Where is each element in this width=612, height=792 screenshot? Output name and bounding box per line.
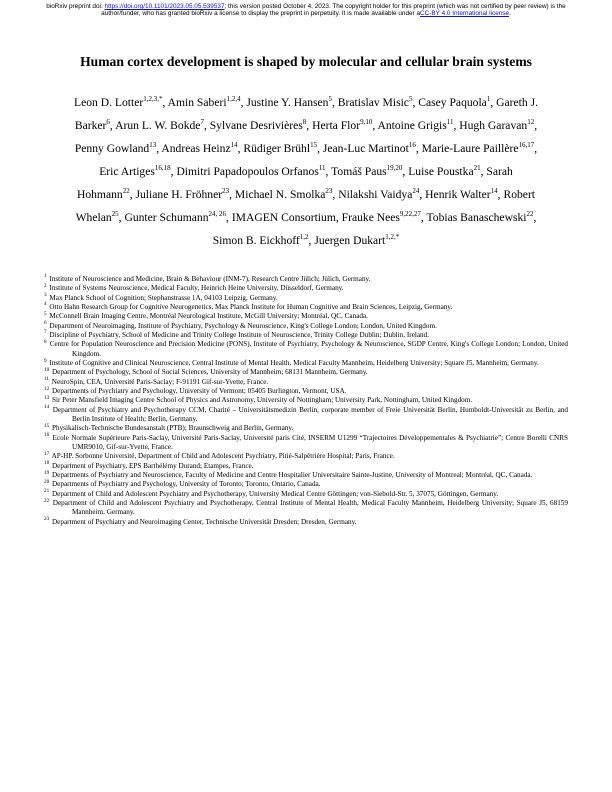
- affiliation-number: 19: [44, 469, 50, 476]
- author-name: Nilakshi Vaidya: [338, 187, 413, 201]
- affiliation-number: 14: [44, 404, 50, 411]
- author-affiliation-superscript: 16,18: [154, 163, 171, 172]
- author-affiliation-superscript: 21: [473, 163, 481, 172]
- author-affiliation-superscript: 13: [149, 140, 157, 149]
- affiliation-item: $^1$ Institute of Neuroscience and Medicine, Brain & Behaviour (INM-7), Research Centre Jülich; Jülich, Germany.: [44, 273, 371, 283]
- affiliation-item: $^5$ McConnell Brain Imaging Centre, Montréal Neurological Institute, McGill University; Montréal, QC, Canada.: [44, 310, 368, 321]
- author-name: Gunter Schumann: [124, 210, 209, 224]
- author-name: Dimitri Papadopoulos Orfanos: [176, 164, 319, 178]
- affiliation-number: 8: [44, 338, 47, 345]
- preprint-link[interactable]: CC-BY 4.0 International license: [420, 10, 510, 18]
- affiliation-item: $^{22}$ Department of Child and Adolescent Psychiatry and Psychotherapy, Central Institute of Mental Health, Medical Faculty Mannheim, Heidelberg University; Square J5, 68159 Mannheim, Germany.: [44, 497, 568, 517]
- affiliation-item: $^{11}$ NeuroSpin, CEA, Université Paris-Saclay; F-91191 Gif-sur-Yvette, France.: [44, 376, 269, 386]
- affiliation-item: $^{23}$ Department of Psychiatry and Neuroimaging Center, Technische Universität Dresden; Dresden, Germany.: [44, 516, 357, 526]
- preprint-link[interactable]: https://doi.org/10.1101/2023.05.05.539537: [104, 3, 225, 10]
- affiliation-item: $^7$ Discipline of Psychiatry, School of Medicine and Trinity College Institute of Neuroscience, Trinity College Dublin; Dublin, Ireland.: [44, 329, 430, 339]
- author-name: Amin Saberi: [167, 95, 227, 109]
- author-name: Simon B. Eickhoff: [212, 233, 300, 247]
- preprint-notice-text: ; this version posted October 4, 2023. The copyright holder for this preprint (which was not certified by peer review) is the author/funder, who has granted bioRxiv a license to display the preprint in perpetuity. It is made available under a: [101, 3, 566, 18]
- author-affiliation-superscript: 7: [200, 117, 204, 126]
- affiliation-item: $^{17}$ AP-HP. Sorbonne Université, Department of Child and Adolescent Psychiatry, Pitié-Salpêtrière Hospital; Paris, France.: [44, 450, 395, 461]
- affiliation-number: 23: [44, 516, 50, 523]
- author-affiliation-superscript: 15: [310, 140, 318, 149]
- affiliation-number: 9: [44, 357, 47, 364]
- affiliation-item: $^8$ Centre for Population Neuroscience and Precision Medicine (PONS), Institute of Psychiatry, Psychology & Neuroscience, SGDP Centre, King's College London; London, United Kingdom.: [44, 338, 568, 358]
- affiliation-item: $^{10}$ Department of Psychology, School of Social Sciences, University of Mannheim; 68131 Mannheim, Germany.: [44, 366, 368, 377]
- preprint-notice-text: .: [509, 10, 511, 18]
- author-name: Casey Paquola: [418, 95, 487, 109]
- affiliation-number: 22: [44, 497, 50, 504]
- affiliation-item: $^{19}$ Departments of Psychiatry and Neuroscience, Faculty of Medicine and Centre Hospitalier Universitaire Sainte-Justine, University of Montreal; Montréal, QC, Canada.: [44, 469, 533, 480]
- author-affiliation-superscript: 12: [527, 117, 535, 126]
- author-affiliation-superscript: 16,17: [518, 140, 535, 149]
- author-affiliation-superscript: 19,20: [386, 163, 403, 172]
- author-affiliation-superscript: 5: [408, 94, 413, 103]
- author-affiliation-superscript: 9,22,27: [399, 209, 421, 218]
- author-affiliation-superscript: 8: [302, 117, 307, 126]
- affiliation-number: 16: [44, 432, 50, 439]
- author-name: Andreas Heinz: [161, 141, 231, 155]
- affiliation-number: 21: [44, 488, 50, 495]
- preprint-notice-text: bioRxiv preprint doi:: [46, 3, 105, 10]
- affiliation-item: $^{12}$ Departments of Psychiatry and Psychology, University of Vermont; 05405 Burlington, Vermont, USA.: [44, 385, 347, 395]
- author-affiliation-superscript: 24, 26: [208, 209, 227, 218]
- author-name: Rüdiger Brühl: [243, 141, 311, 155]
- affiliation-item: $^{20}$ Departments of Psychiatry and Psychology, University of Toronto; Toronto, Ontario, Canada.: [44, 478, 321, 489]
- affiliation-item: $^9$ Institute of Cognitive and Clinical Neuroscience, Central Institute of Mental Health, Medical Faculty Mannheim, Heidelberg University; Square J5, Mannheim, Germany.: [44, 357, 539, 367]
- affiliation-list: [44, 275, 568, 527]
- affiliation-number: 12: [44, 385, 50, 392]
- author-affiliation-superscript: 6: [106, 117, 110, 126]
- affiliation-number: 17: [44, 450, 50, 457]
- author-name: Antoine Grigis: [377, 118, 447, 132]
- author-name: Luise Poustka: [408, 164, 474, 178]
- affiliation-item: $^{16}$ Ecole Normale Supérieure Paris-Saclay, Université Paris-Saclay, Université paris Cité, INSERM U1299 “Trajectoires Développementales & Psychiatrie”; Centre Borelli CNRS UMR9010, Gif-sur-Yvette, France.: [44, 432, 568, 451]
- author-affiliation-superscript: 22: [122, 186, 130, 195]
- affiliation-item: $^3$ Max Planck School of Cognition; Stephanstrasse 1A, 04103 Leipzig, Germany.: [44, 292, 278, 302]
- author-affiliation-superscript: 23: [222, 186, 230, 195]
- author-name: Bratislav Misic: [337, 95, 409, 109]
- author-name: Juergen Dukart: [314, 233, 386, 247]
- author-name: Justine Y. Hansen: [246, 95, 329, 109]
- author-affiliation-superscript: 14: [230, 140, 238, 149]
- author-name: Marie-Laure Paillère: [421, 141, 519, 155]
- author-affiliation-superscript: 1: [486, 94, 491, 103]
- author-name: IMAGEN Consortium: [231, 210, 336, 224]
- biorxiv-preprint-notice: [39, 3, 573, 18]
- affiliation-item: $^{21}$ Department of Child and Adolescent Psychiatry and Psychotherapy, University Medical Centre Göttingen; von-Siebold-Str. 5, 37075, Göttingen, Germany.: [44, 488, 499, 498]
- affiliation-item: $^6$ Department of Neuroimaging, Institute of Psychiatry, Psychology & Neuroscience, King's College London; London, United Kingdom.: [44, 320, 437, 330]
- affiliation-number: 7: [44, 329, 47, 336]
- author-affiliation-superscript: 1,2,*: [385, 232, 400, 241]
- author-name: Leon D. Lotter: [73, 95, 144, 109]
- author-affiliation-superscript: 9,10: [360, 117, 373, 126]
- author-affiliation-superscript: 25: [111, 209, 119, 218]
- author-name: Eric Artiges: [99, 164, 155, 178]
- author-name: Jean-Luc Martinot: [322, 141, 409, 155]
- affiliation-number: 3: [44, 292, 47, 299]
- affiliation-item: $^{14}$ Department of Psychiatry and Psychotherapy CCM, Charité – Universitätsmedizin Berlin, corporate member of Freie Universität Berlin, Humboldt-Universität zu Berlin, and Berlin Institute of Health; Berlin, Germany.: [44, 404, 568, 423]
- affiliation-number: 2: [44, 282, 47, 289]
- affiliation-item: $^2$ Institute of Systems Neuroscience, Medical Faculty, Heinrich Heine University, Düsseldorf, Germany.: [44, 282, 344, 293]
- author-affiliation-superscript: 14: [490, 186, 498, 195]
- author-affiliation-superscript: 11: [446, 117, 454, 126]
- author-affiliation-superscript: 1,2,3,*: [143, 94, 163, 103]
- author-affiliation-superscript: 1,2,4: [226, 94, 241, 103]
- affiliation-number: 6: [44, 320, 47, 327]
- author-affiliation-superscript: 22: [526, 209, 534, 218]
- affiliation-number: 5: [44, 310, 47, 317]
- author-affiliation-superscript: 23: [325, 186, 333, 195]
- author-name: Juliane H. Fröhner: [135, 187, 223, 201]
- author-name: Henrik Walter: [425, 187, 491, 201]
- affiliation-number: 15: [44, 422, 50, 429]
- affiliation-number: 13: [44, 394, 50, 401]
- affiliation-item: $^{13}$ Sir Peter Mansfield Imaging Centre School of Physics and Astronomy, University of Nottingham; University Park, Nottingham, United Kingdom.: [44, 394, 473, 405]
- author-affiliation-superscript: 1,2: [299, 232, 309, 241]
- author-list: Leon D. Lotter$^{1,2,3,*}$, Amin Saberi$^{1,2,4}$, Justine Y. Hansen$^5$, Bratislav Misic$^5$, Casey Paquola$^1$, Gareth J. Barker$^6$, Arun L. W. Bokde$^7$, Sylvane Desrivières$^8$, Herta Flor$^{9,10}$, Antoine Grigis$^{11}$, Hugh Garavan$^{12}$, Penny Gowland$^{13}$, Andreas Heinz$^{14}$, Rüdiger Brühl$^{15}$, Jean-Luc Martinot$^{16}$, Marie-Laure Paillère$^{16,17}$, Eric Artiges$^{16,18}$, Dimitri Papadopoulos Orfanos$^{11}$, Tomáš Paus$^{19,20}$, Luise Poustka$^{21}$, Sarah Hohmann$^{22}$, Juliane H. Fröhner$^{23}$, Michael N. Smolka$^{23}$, Nilakshi Vaidya$^{24}$, Henrik Walter$^{14}$, Robert Whelan$^{25}$, Gunter Schumann$^{24, 26}$, IMAGEN Consortium, Frauke Nees$^{9,22,27}$, Tobias Banaschewski$^{22}$, Simon B. Eickhoff$^{1,2}$, Juergen Dukart$^{1,2,*}$: [73, 94, 538, 247]
- affiliation-number: 20: [44, 478, 50, 485]
- affiliation-number: 18: [44, 460, 50, 467]
- affiliation-item: $^{18}$ Department of Psychiatry, EPS Barthélémy Durand; Etampes, France.: [44, 460, 254, 470]
- author-name: Hugh Garavan: [459, 118, 528, 132]
- author-name: Frauke Nees: [341, 210, 400, 224]
- author-name: Tobias Banaschewski: [426, 210, 527, 224]
- affiliation-item: $^4$ Otto Hahn Research Group for Cognitive Neurogenetics, Max Planck Institute for Human Cognitive and Brain Sciences, Leipzig, Germany.: [44, 301, 453, 311]
- author-affiliation-superscript: 11: [318, 163, 326, 172]
- author-affiliation-superscript: 5: [328, 94, 332, 103]
- author-name: Gareth J. Barker: [74, 95, 538, 132]
- author-name: Sarah Hohmann: [76, 164, 513, 201]
- author-name: Arun L. W. Bokde: [115, 118, 201, 132]
- page-title: Human cortex development is shaped by molecular and cellular brain systems: [80, 53, 532, 69]
- author-name: Michael N. Smolka: [234, 187, 326, 201]
- author-name: Penny Gowland: [74, 141, 150, 155]
- author-name: Herta Flor: [312, 118, 361, 132]
- affiliation-number: 11: [44, 376, 49, 383]
- author-name: Tomáš Paus: [331, 164, 387, 178]
- affiliation-item: $^{15}$ Physikalisch-Technische Bundesanstalt (PTB); Braunschweig and Berlin, Germany.: [44, 422, 294, 433]
- affiliation-number: 4: [44, 301, 47, 308]
- author-name: Robert Whelan: [75, 187, 536, 224]
- author-affiliation-superscript: 24: [412, 186, 420, 195]
- author-affiliation-superscript: 16: [408, 140, 416, 149]
- affiliation-number: 1: [44, 273, 47, 280]
- author-name: Sylvane Desrivières: [209, 118, 303, 132]
- affiliation-number: 10: [44, 366, 50, 373]
